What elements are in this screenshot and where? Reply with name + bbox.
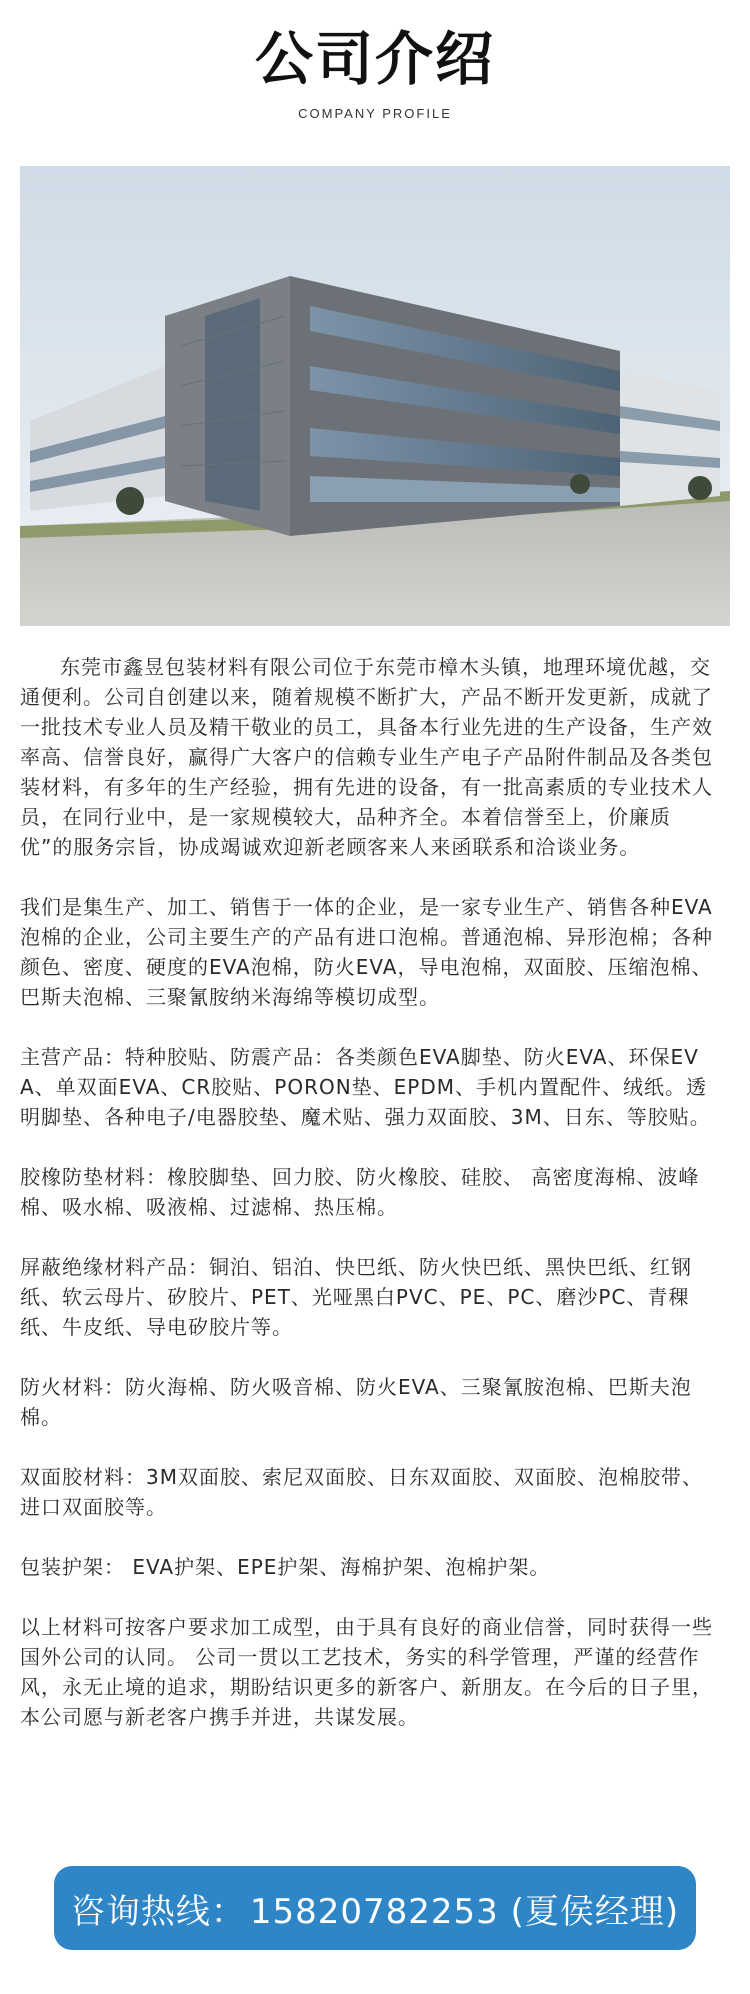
hotline-number: 15820782253 (夏侯经理) <box>249 1891 680 1932</box>
page-header <box>0 0 750 140</box>
intro-paragraph: 东莞市鑫昱包装材料有限公司位于东莞市樟木头镇，地理环境优越，交通便利。公司自创建以来，随着规模不断扩大，产品不断开发更新，成就了一批技术专业人员及精干敬业的员工，具备本行业先进的生产设备，生产效率高、信誉良好，赢得广大客户的信赖专业生产电子产品附件制品及各类包装材料，有多年的生产经验，拥有先进的设备，有一批高素质的专业技术人员，在同行业中，是一家规模较大，品种齐全。本着信誉至上，价廉质优”的服务宗旨，协成竭诚欢迎新老顾客来人来函联系和洽谈业务。 <box>20 655 713 859</box>
closing-paragraph: 以上材料可按客户要求加工成型，由于具有良好的商业信誉，同时获得一些国外公司的认同。 公司一贯以工艺技术，务实的科学管理，严谨的经营作风，永无止境的追求，期盼结识更多的新客户、新朋友。在今后的日子里，本公司愿与新老客户携手并进，共谋发展。 <box>20 1615 713 1729</box>
page-title: 公司介绍 <box>254 25 495 93</box>
factory-building-photo <box>20 166 730 626</box>
hotline-banner[interactable] <box>54 1866 696 1950</box>
hotline-label: 咨询热线： <box>70 1891 246 1932</box>
company-description <box>20 652 720 1762</box>
double-sided-tape-paragraph: 双面胶材料：3M双面胶、索尼双面胶、日东双面胶、双面胶、泡棉胶带、进口双面胶等。 <box>20 1465 703 1519</box>
rubber-materials-paragraph: 胶橡防垫材料：橡胶脚垫、回力胶、防火橡胶、硅胶、 高密度海棉、波峰棉、吸水棉、吸液棉、过滤棉、热压棉。 <box>20 1165 700 1219</box>
business-paragraph: 我们是集生产、加工、销售于一体的企业，是一家专业生产、销售各种EVA泡棉的企业，公司主要生产的产品有进口泡棉。普通泡棉、异形泡棉；各种颜色、密度、硬度的EVA泡棉，防火EVA，导电泡棉，双面胶、压缩泡棉、巴斯夫泡棉、三聚氰胺纳米海绵等模切成型。 <box>20 895 713 1009</box>
shielding-materials-paragraph: 屏蔽绝缘材料产品：铜泊、铝泊、快巴纸、防火快巴纸、黑快巴纸、红钢纸、软云母片、矽胶片、PET、光哑黑白PVC、PE、PC、磨沙PC、青稞纸、牛皮纸、导电矽胶片等。 <box>20 1255 692 1339</box>
page-subtitle: COMPANY PROFILE <box>298 106 452 121</box>
main-products-paragraph: 主营产品：特种胶贴、防震产品：各类颜色EVA脚垫、防火EVA、环保EVA、单双面EVA、CR胶贴、PORON垫、EPDM、手机内置配件、绒纸。透明脚垫、各种电子/电器胶垫、魔术贴、强力双面胶、3M、日东、等胶贴。 <box>20 1045 711 1129</box>
fireproof-materials-paragraph: 防火材料：防火海棉、防火吸音棉、防火EVA、三聚氰胺泡棉、巴斯夫泡棉。 <box>20 1375 692 1429</box>
factory-building-illustration <box>20 166 730 626</box>
packaging-paragraph: 包装护架： EVA护架、EPE护架、海棉护架、泡棉护架。 <box>20 1555 551 1579</box>
